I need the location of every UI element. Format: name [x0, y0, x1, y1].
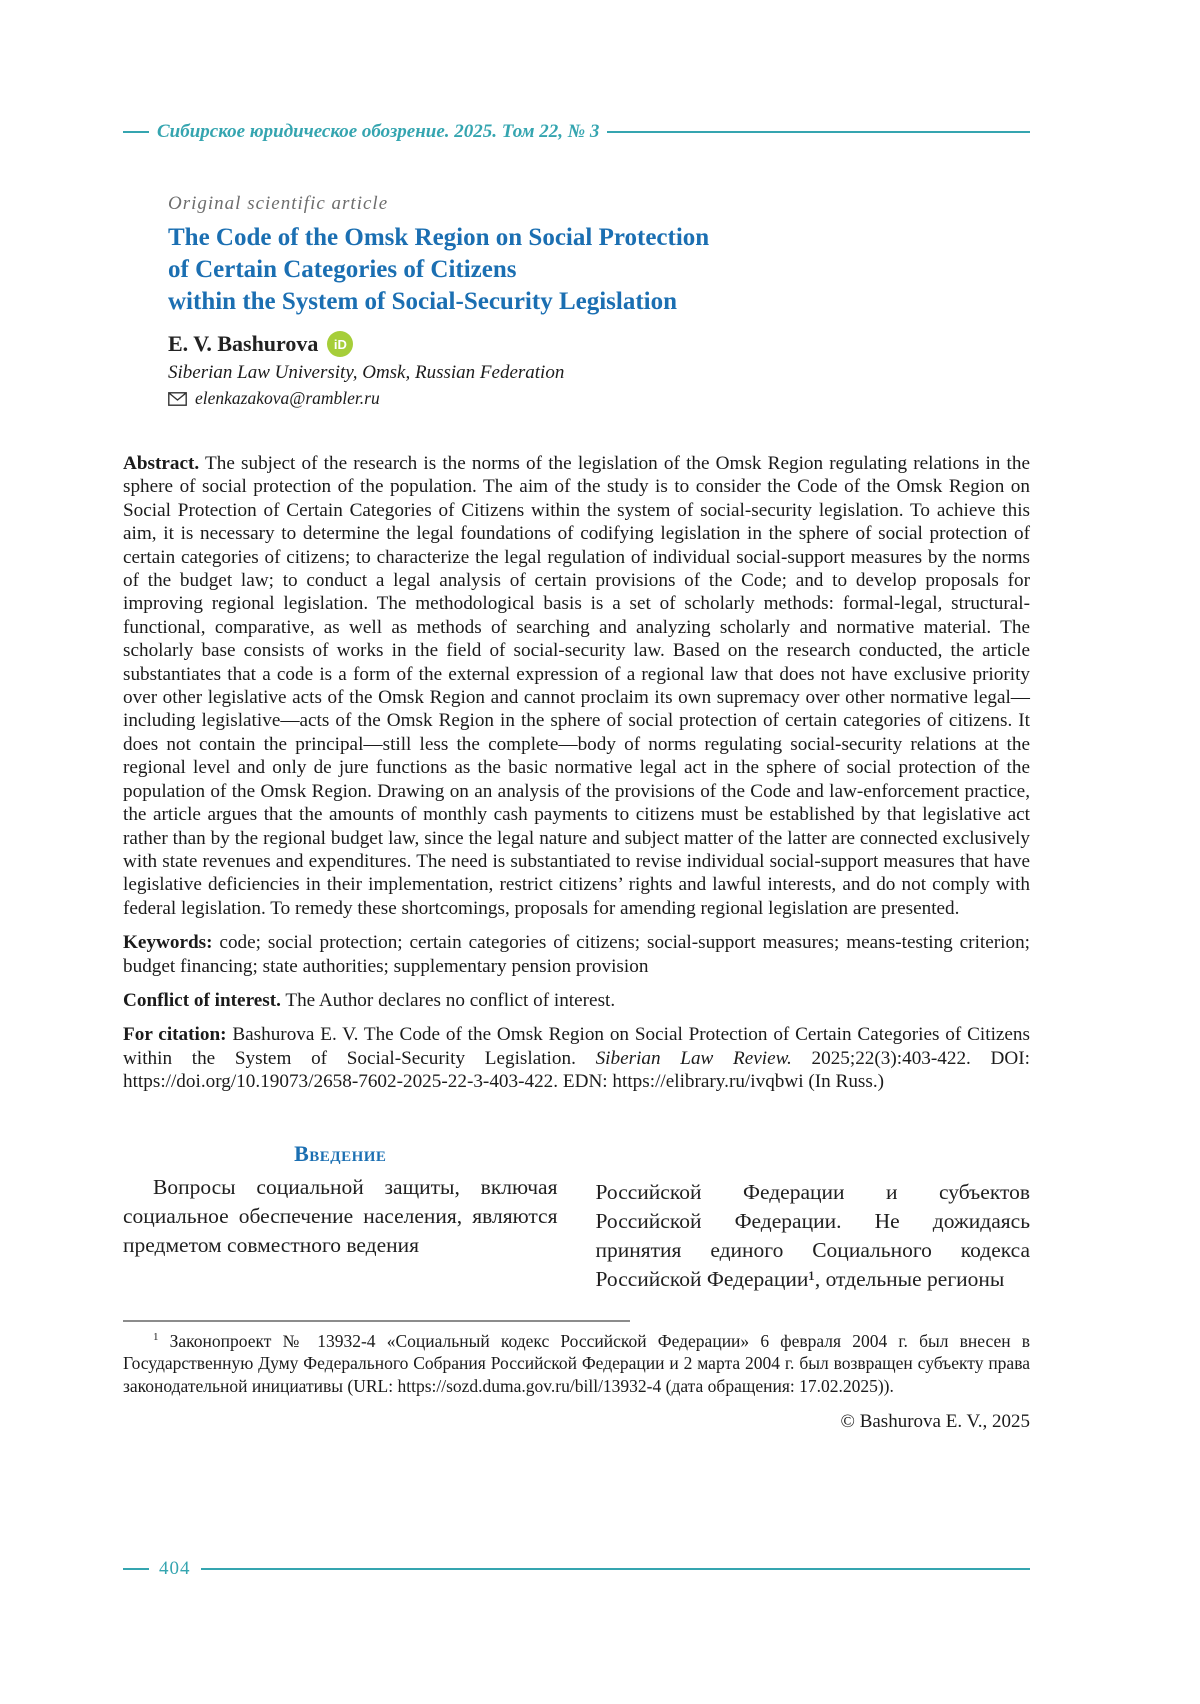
- footnote-text: Законопроект № 13932-4 «Социальный кодекс Российской Федерации» 6 февраля 2004 г. был внесен в Государственную Думу Федерального Собрания Российской Федерации и 2 марта 2004 г. был возвращен субъекту права законодательной инициативы (URL: https://sozd.duma.gov.ru/bill/13932-4 (дата обращения: 17.02.2025)).: [123, 1330, 1030, 1396]
- header-rule-right: [607, 131, 1030, 133]
- footer-rule-left: [123, 1568, 149, 1570]
- conflict-paragraph: [123, 989, 1030, 1012]
- intro-right-column: [596, 1141, 1031, 1294]
- abstract-text: The subject of the research is the norms of the legislation of the Omsk Region regulating relations in the sphere of social protection of the population. The aim of the study is to consider the Code of the Omsk Region on Social Protection of Certain Categories of Citizens within the system of social-security legislation. To achieve this aim, it is necessary to determine the legal foundations of codifying legislation in the sphere of social protection of certain categories of citizens; to characterize the legal regulation of individual social-support measures by the norms of the budget law; to conduct a legal analysis of certain provisions of the Code; and to develop proposals for improving regional legislation. The methodological basis is a set of scholarly methods: formal-legal, structural-functional, comparative, as well as methods of searching and analyzing scholarly and normative material. The scholarly base consists of works in the field of social-security law. Based on the research conducted, the article substantiates that a code is a form of the external expression of a regional law that does not have exclusive priority over other legislative acts of the Omsk Region and cannot proclaim its own supremacy over other normative legal— including legislative—acts of the Omsk Region in the sphere of social protection of certain categories of citizens. It does not contain the principal—still less the complete—body of norms regulating social-security relations at the regional level and only de jure functions as the basic normative legal act in the sphere of social protection of the population of the Omsk Region. Drawing on an analysis of the provisions of the Code and law-enforcement practice, the article argues that the amounts of monthly cash payments to citizens must be established by that legislative act rather than by the regional budget law, since the legal nature and subject matter of the latter are connected exclusively with state revenues and expenditures. The need is substantiated to revise individual social-support measures that have legislative deficiencies in their implementation, restrict citizens’ rights and lawful interests, and do not comply with federal legislation. To remedy these shortcomings, proposals for amending regional legislation are presented.: [123, 453, 1030, 919]
- citation-label: For citation:: [123, 1024, 227, 1046]
- abstract-paragraph: [123, 452, 1030, 920]
- keywords-text: code; social protection; certain categories of citizens; social-support measures; means-testing criterion; budget financing; state authorities; supplementary pension provision: [123, 932, 1030, 977]
- running-head: [123, 121, 1030, 143]
- article-title-line-3: within the System of Social-Security Legislation: [168, 288, 678, 315]
- citation-text-before: Bashurova E. V. The Code of the Omsk Region on Social Protection of Certain Categories of Citizens within the System of Social-Security Legislation.: [123, 1024, 1030, 1069]
- intro-left-column: [123, 1141, 558, 1294]
- abstract-label: Abstract.: [123, 453, 200, 474]
- author-email[interactable]: elenkazakova@rambler.ru: [195, 388, 380, 408]
- journal-title: Сибирское юридическое обозрение. 2025. Том 22, № 3: [157, 121, 600, 142]
- orcid-icon[interactable]: iD: [327, 331, 353, 357]
- article-type-label: Original scientific article: [168, 193, 389, 214]
- article-title-line-1: The Code of the Omsk Region on Social Protection: [168, 224, 710, 251]
- header-rule-left: [123, 131, 149, 133]
- article-title-line-2: of Certain Categories of Citizens: [168, 256, 517, 283]
- intro-right-text: Российской Федерации и субъектов Российской Федерации. Не дожидаясь принятия единого Социального кодекса Российской Федерации¹, отдельные регионы: [595, 1179, 1030, 1291]
- footnote-marker: 1: [153, 1330, 159, 1343]
- introduction-heading: Введение: [294, 1140, 387, 1166]
- keywords-label: Keywords:: [123, 932, 213, 954]
- footnote-paragraph: [123, 1330, 1030, 1398]
- intro-left-text: Вопросы социальной защиты, включая социальное обеспечение населения, являются предметом совместного ведения: [123, 1174, 558, 1257]
- page-number: 404: [159, 1558, 191, 1579]
- author-name: E. V. Bashurova: [168, 331, 319, 356]
- copyright-line: © Bashurova E. V., 2025: [840, 1411, 1030, 1433]
- author-row: [168, 331, 1030, 357]
- running-foot: [123, 1558, 1030, 1580]
- citation-paragraph: [123, 1023, 1030, 1093]
- introduction-section: [123, 1141, 1030, 1294]
- citation-journal-name: Siberian Law Review.: [595, 1047, 792, 1069]
- envelope-icon: [168, 392, 187, 406]
- author-affiliation: Siberian Law University, Omsk, Russian Federation: [168, 362, 565, 383]
- page-content: [123, 0, 1030, 1433]
- citation-text-after: 2025;22(3):403-422. DOI: https://doi.org/10.19073/2658-7602-2025-22-3-403-422. EDN: https://elibrary.ru/ivqbwi (In Russ.): [123, 1047, 1030, 1093]
- title-block: [168, 193, 1030, 409]
- author-email-row: [168, 388, 1030, 409]
- footnote-rule: [123, 1320, 630, 1322]
- footer-rule-right: [201, 1568, 1031, 1570]
- conflict-label: Conflict of interest.: [123, 989, 281, 1011]
- article-title: [168, 222, 1030, 318]
- conflict-text: The Author declares no conflict of interest.: [280, 989, 616, 1011]
- keywords-paragraph: [123, 931, 1030, 978]
